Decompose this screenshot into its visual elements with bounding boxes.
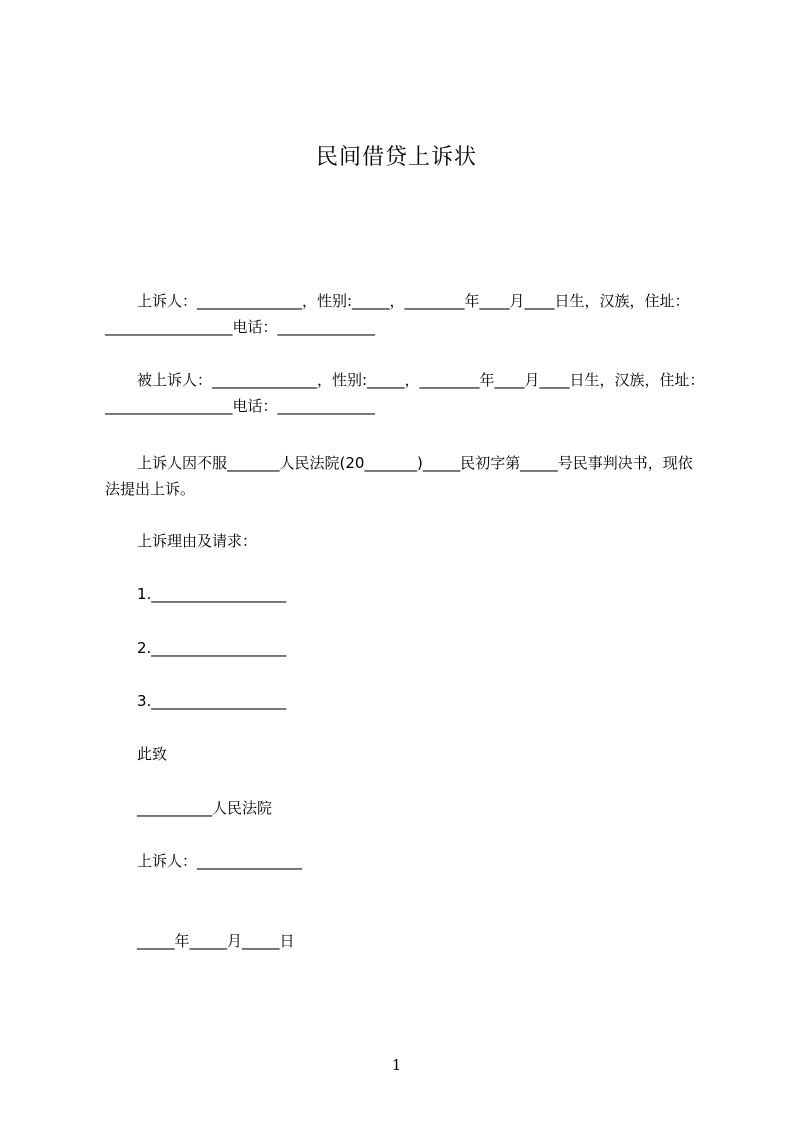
document-title: 民间借贷上诉状	[315, 145, 477, 170]
reasons-heading: 上诉理由及请求：	[137, 532, 258, 550]
appellee-paragraph: 被上诉人：______________，性别:_____，________年____月____日生，汉族，住址：_________________电话：_____________	[105, 371, 705, 415]
appeal-reason-paragraph: 上诉人因不服_______人民法院(20_______)_____民初字第_____号民事判决书，现依法提出上诉。	[105, 454, 693, 498]
date-line: _____年_____月_____日	[137, 932, 295, 950]
signature-line: 上诉人：______________	[137, 852, 303, 870]
court-line: __________人民法院	[137, 799, 273, 817]
salutation: 此致	[137, 745, 168, 763]
reason-item-2: 2.__________________	[137, 639, 287, 657]
page-number: 1	[391, 1056, 402, 1074]
appellant-paragraph: 上诉人：______________，性别:_____，________年____月____日生，汉族，住址：_________________电话：_____________	[105, 292, 690, 336]
reason-item-1: 1.__________________	[137, 585, 287, 603]
reason-item-3: 3.__________________	[137, 692, 287, 710]
